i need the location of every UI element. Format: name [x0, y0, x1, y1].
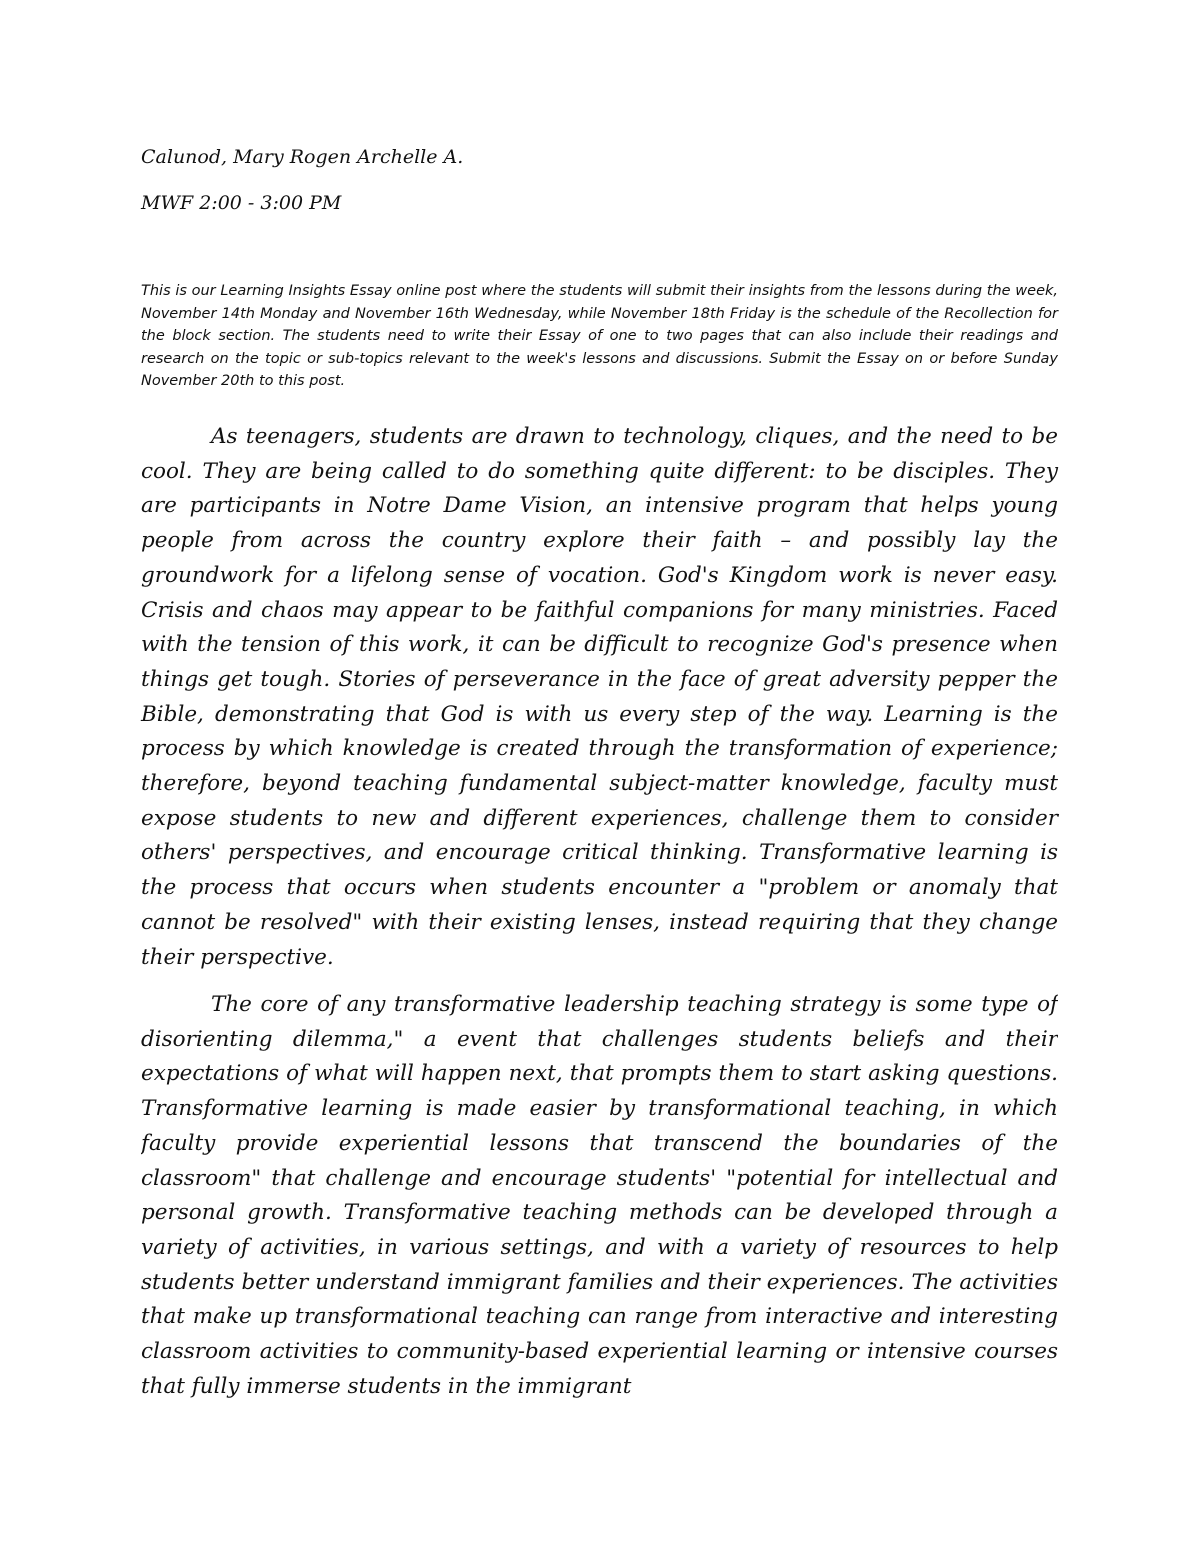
essay-paragraph-1: As teenagers, students are drawn to technology, cliques, and the need to be cool. They are being called to do something quite different: to be disciples. They are participants in Notre Dame Vision, an intensive program that helps young people from across the country explore their faith – and possibly lay the groundwork for a lifelong sense of vocation. God's Kingdom work is never easy. Crisis and chaos may appear to be faithful companions for many ministries. Faced with the tension of this work, it can be difficult to recognize God's presence when things get tough. Stories of perseverance in the face of great adversity pepper the Bible, demonstrating that God is with us every step of the way. Learning is the process by which knowledge is created through the transformation of experience; therefore, beyond teaching fundamental subject-matter knowledge, faculty must expose students to new and different experiences, challenge them to consider others' perspectives, and encourage critical thinking. Transformative learning is the process that occurs when students encounter a "problem or anomaly that cannot be resolved" with their existing lenses, instead requiring that they change their perspective.: [141, 424, 1058, 970]
essay-paragraph-2: The core of any transformative leadership teaching strategy is some type of disorienting dilemma," a event that challenges students beliefs and their expectations of what will happen next, that prompts them to start asking questions. Transformative learning is made easier by transformational teaching, in which faculty provide experiential lessons that transcend the boundaries of the classroom" that challenge and encourage students' "potential for intellectual and personal growth. Transformative teaching methods can be developed through a variety of activities, in various settings, and with a variety of resources to help students better understand immigrant families and their experiences. The activities that make up transformational teaching can range from interactive and interesting classroom activities to community-based experiential learning or intensive courses that fully immerse students in the immigrant: [141, 992, 1058, 1399]
author-name: Calunod, Mary Rogen Archelle A.: [141, 146, 464, 168]
class-schedule: MWF 2:00 - 3:00 PM: [141, 192, 342, 214]
assignment-prompt: This is our Learning Insights Essay online post where the students will submit their insights from the lessons during the week, November 14th Monday and November 16th Wednesday, while November 18th Friday is the schedule of the Recollection for the block section. The students need to write their Essay of one to two pages that can also include their readings and research on the topic or sub-topics relevant to the week's lessons and discussions. Submit the Essay on or before Sunday November 20th to this post.: [141, 283, 1058, 390]
